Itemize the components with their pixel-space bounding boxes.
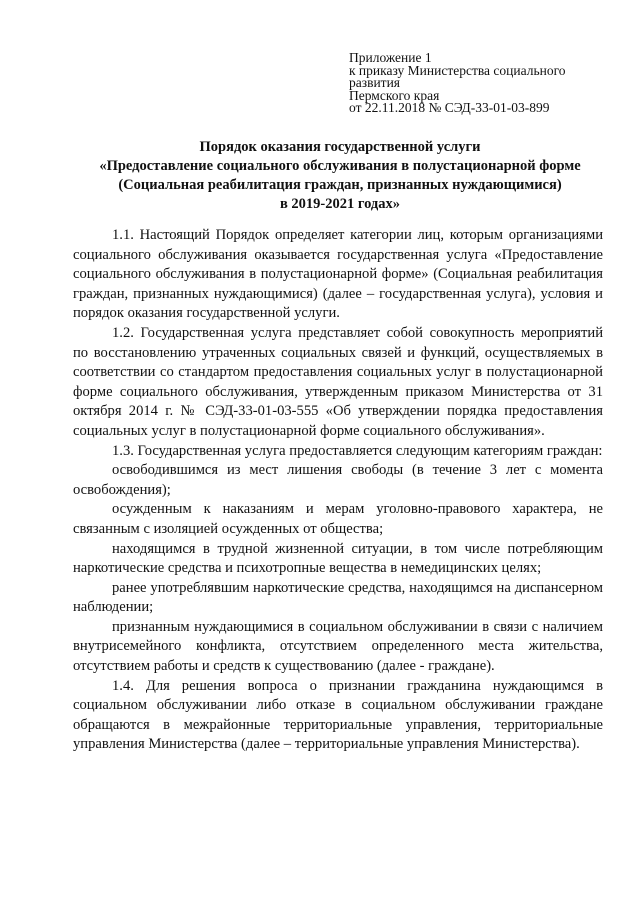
appendix-line-3: развития [349,75,401,90]
list-item-convicted: осужденным к наказаниям и мерам уголовно-правового характера, не связанным с изоляцией осужденных от общества; [73,501,603,537]
paragraph-1-2: 1.2. Государственная услуга представляет собой совокупность мероприятий по восстановлению утраченных социальных связей и функций, осуществляемых в соответствии со стандартом предоставления социальных услуг в полустационарной форме социального обслуживания, утвержденным приказом Министерства от 31 октября 2014 г. № СЭД-33-01-03-555 «Об утверждении порядка предоставления социальных услуг в полустационарной форме социального обслуживания». [73,324,603,439]
paragraph-1-4: 1.4. Для решения вопроса о признании гражданина нуждающимся в социальном обслуживании либо отказе в социальном обслуживании граждане обращаются в межрайонные территориальные управления, территориальные управления Министерства (далее – территориальные управления Министерства). [73,677,603,753]
title-line-2: «Предоставление социального обслуживания в полустационарной форме [99,158,581,174]
paragraph-1-1: 1.1. Настоящий Порядок определяет категории лиц, которым организациями социального обслуживания оказывается государственная услуга «Предоставление социального обслуживания в полустационарной форме» (Социальная реабилитация граждан, признанных нуждающимися) (далее – государственная услуга), условия и порядок оказания государственной услуги. [73,227,603,322]
document-title [60,138,620,214]
appendix-line-4: Пермского края [349,87,440,103]
list-item-difficult-situation: находящимся в трудной жизненной ситуации, в том числе потребляющим наркотические средства и психотропные вещества в немедицинских целях; [73,540,603,577]
title-line-1: Порядок оказания государственной услуги [199,139,481,155]
appendix-block [349,52,619,115]
list-item-former-drug-users: ранее употреблявшим наркотические средства, находящимся на диспансерном наблюдении; [73,579,603,616]
document-body [73,226,603,755]
appendix-line-5: от 22.11.2018 № СЭД-33-01-03-899 [349,100,550,115]
paragraph-1-3: 1.3. Государственная услуга предоставляется следующим категориям граждан: [112,442,603,459]
title-line-4: в 2019-2021 годах» [279,196,401,212]
appendix-line-2: к приказу Министерства социального [349,62,566,78]
appendix-line-1: Приложение 1 [349,50,432,65]
list-item-recognized-needy: признанным нуждающимися в социальном обслуживании в связи с наличием внутрисемейного конфликта, отсутствием определенного места жительства, отсутствием работы и средств к существованию (далее - граждане). [73,618,603,675]
list-item-released: освободившимся из мест лишения свободы (в течение 3 лет с момента освобождения); [73,462,603,498]
title-line-3: (Социальная реабилитация граждан, признанных нуждающимися) [118,177,562,193]
